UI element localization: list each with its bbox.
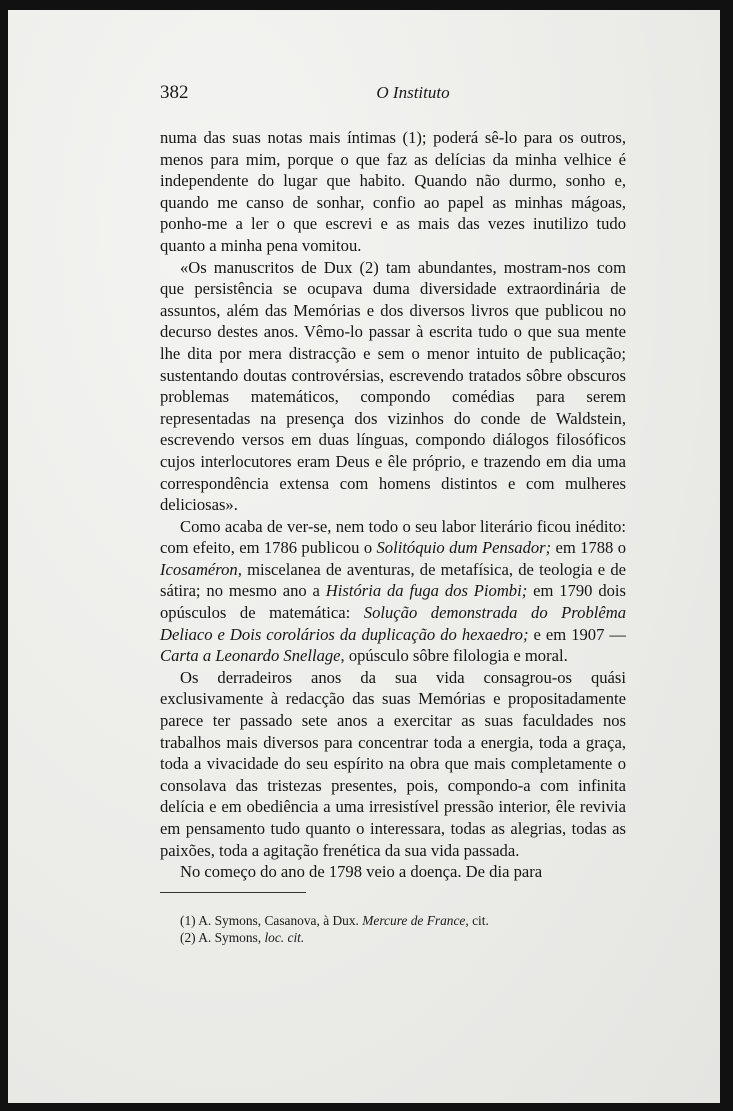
footnote-1-tail: cit. (468, 913, 489, 928)
paragraph-3 (160, 516, 626, 667)
footnote-2-text: (2) A. Symons, (180, 930, 265, 945)
paragraph-5: No começo do ano de 1798 veio a doença. De dia para (180, 862, 543, 882)
p3-text-6: opúsculo sôbre filologia e moral. (344, 646, 568, 666)
p3-title-historia: História da fuga dos Piombi; (325, 581, 528, 601)
paragraph-1: numa das suas notas mais íntimas (1); poderá sê-lo para os outros, menos para mim, porque o que faz as delícias da minha velhice é independente do lugar que habito. Quando não durmo, sonho e, quando me canso de sonhar, confio ao papel as minhas mágoas, ponho-me a ler o que escrevi e as mais das vezes inutilizo tudo quanto a minha pena vomitou. (160, 128, 626, 255)
footnote-divider (160, 892, 306, 893)
p3-text-1: Como acaba de ver-se, nem todo o seu labor literário ficou inédito: com efeito, em 1786 publicou o (160, 516, 626, 558)
footnote-2-italic: loc. cit. (264, 930, 305, 945)
footnote-1 (180, 912, 620, 929)
footnotes (180, 912, 620, 946)
footnote-1-text: (1) A. Symons, Casanova, à Dux. (180, 913, 363, 928)
p3-title-icosameron: Icosaméron, (160, 559, 242, 579)
p3-title-solucao: Solução demonstrada do Problêma Deliaco e Dois corolários da duplicação do hexaedro; (160, 603, 626, 644)
book-page (8, 10, 720, 1103)
p3-title-carta: Carta a Leonardo Snellage, (160, 646, 345, 666)
page-number: 382 (160, 82, 189, 103)
body-text (160, 127, 626, 883)
running-title: O Instituto (376, 83, 450, 102)
p3-title-solitoquio: Solitóquio dum Pensador; (376, 538, 552, 558)
p3-text-5: e em 1907 — (528, 624, 627, 644)
footnote-1-italic: Mercure de France, (362, 913, 469, 928)
footnote-2 (180, 929, 620, 946)
p3-text-4: em 1790 dois opúsculos de matemática: (160, 581, 627, 623)
p3-text-2: em 1788 o (551, 538, 626, 558)
paragraph-2: «Os manuscritos de Dux (2) tam abundantes, mostram-nos com que persistência se ocupava duma diversidade extraordinária de assuntos, além das Memórias e dos diversos livros que publicou no decurso destes anos. Vêmo-lo passar à escrita tudo o que sua mente lhe dita por mera distracção e sem o menor intuito de publicação; sustentando doutas controvérsias, escrevendo tratados sôbre obscuros problemas matemáticos, compondo comédias para serem representadas na presença dos vizinhos do conde de Waldstein, escrevendo versos em duas línguas, compondo diálogos filosóficos cujos interlocutores eram Deus e êle próprio, e trazendo em dia uma correspondência extensa com homens distintos e com mulheres deliciosas». (160, 257, 626, 515)
page-header (158, 80, 628, 110)
paragraph-4: Os derradeiros anos da sua vida consagrou-os quási exclusivamente à redacção das suas Memórias e propositadamente parece ter passado sete anos a exercitar as suas faculdades nos trabalhos mais diversos para concentrar toda a energia, toda a graça, toda a vivacidade do seu espírito na obra que mais completamente o consolava das tristezas presentes, pois, compondo-a com infinita delícia e em obediência a uma irresistível pressão interior, êle revivia em pensamento tudo quanto o interessara, todas as alegrias, todas as paixões, toda a agitação frenética da sua vida passada. (160, 667, 626, 860)
p3-text-3: miscelanea de aventuras, de metafísica, de teologia e de sátira; no mesmo ano a (160, 559, 626, 601)
